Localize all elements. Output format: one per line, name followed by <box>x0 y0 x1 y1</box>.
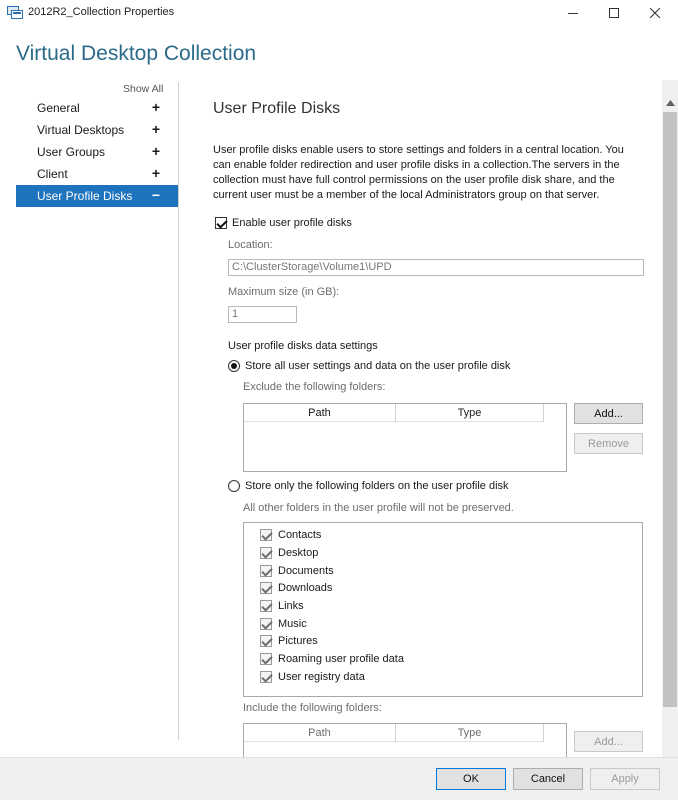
ok-button[interactable]: OK <box>436 768 506 790</box>
collection-app-icon <box>7 6 23 20</box>
show-all-link[interactable]: Show All <box>123 83 164 95</box>
expand-icon: + <box>151 143 160 159</box>
sidebar-item-label: User Groups <box>37 145 106 159</box>
sidebar-item-virtual-desktops[interactable] <box>16 119 178 141</box>
enable-upd-label: Enable user profile disks <box>232 217 352 229</box>
path-column-header[interactable]: Path <box>244 404 396 422</box>
desktop-checkbox[interactable] <box>260 547 272 559</box>
sidebar-item-label: General <box>37 101 80 115</box>
folder-label: Downloads <box>278 582 333 594</box>
path-column-header[interactable]: Path <box>244 724 396 742</box>
folder-label: User registry data <box>278 671 365 683</box>
folder-label: Contacts <box>278 529 322 541</box>
exclude-folders-list[interactable] <box>243 403 567 472</box>
section-description: User profile disks enable users to store settings and folders in a central location. You can enable folder redirection and user profile disks in a collection.The servers in the collection must have full control permissions on the user profile disk share, and the current user must be a member of the local Administrators group on that server. <box>213 144 624 201</box>
expand-icon: + <box>151 99 160 115</box>
list-header <box>244 724 544 742</box>
location-label: Location: <box>228 239 273 251</box>
cancel-button[interactable]: Cancel <box>513 768 583 790</box>
downloads-checkbox[interactable] <box>260 582 272 594</box>
minimize-button[interactable] <box>550 0 596 26</box>
music-checkbox[interactable] <box>260 618 272 630</box>
type-column-header[interactable]: Type <box>396 724 544 742</box>
close-icon <box>650 8 660 18</box>
max-size-label: Maximum size (in GB): <box>228 286 340 298</box>
list-header <box>244 404 544 422</box>
store-all-radio[interactable] <box>228 360 240 372</box>
window-titlebar <box>0 0 678 28</box>
store-all-label: Store all user settings and data on the user profile disk <box>245 360 511 372</box>
folder-label: Links <box>278 600 304 612</box>
maximize-icon <box>609 8 619 18</box>
include-add-button[interactable]: Add... <box>574 731 643 752</box>
registry-data-checkbox[interactable] <box>260 671 272 683</box>
links-checkbox[interactable] <box>260 600 272 612</box>
store-only-label: Store only the following folders on the user profile disk <box>245 480 509 492</box>
collapse-icon: − <box>151 187 160 203</box>
pictures-checkbox[interactable] <box>260 635 272 647</box>
documents-checkbox[interactable] <box>260 565 272 577</box>
apply-button[interactable]: Apply <box>590 768 660 790</box>
folder-label: Desktop <box>278 547 319 559</box>
sidebar-item-client[interactable] <box>16 163 178 185</box>
exclude-folders-label: Exclude the following folders: <box>243 381 386 393</box>
section-title: User Profile Disks <box>213 100 341 117</box>
scrollbar-thumb[interactable] <box>663 112 677 707</box>
sidebar-item-label: Virtual Desktops <box>37 123 125 137</box>
expand-icon: + <box>151 165 160 181</box>
vertical-scrollbar[interactable] <box>662 80 678 757</box>
exclude-remove-button[interactable]: Remove <box>574 433 643 454</box>
expand-icon: + <box>151 121 160 137</box>
minimize-icon <box>568 8 578 18</box>
sidebar-item-label: Client <box>37 167 68 181</box>
include-folders-label: Include the following folders: <box>243 702 382 714</box>
folder-label: Roaming user profile data <box>278 653 404 665</box>
data-settings-label: User profile disks data settings <box>228 340 378 352</box>
store-only-radio[interactable] <box>228 480 240 492</box>
dialog-button-bar <box>0 757 678 800</box>
sidebar-item-label: User Profile Disks <box>37 189 133 203</box>
folder-checklist <box>243 522 643 697</box>
sidebar-item-general[interactable] <box>16 97 178 119</box>
location-field[interactable]: C:\ClusterStorage\Volume1\UPD <box>228 259 644 276</box>
folder-label: Pictures <box>278 635 318 647</box>
roaming-profile-checkbox[interactable] <box>260 653 272 665</box>
enable-upd-checkbox[interactable] <box>215 217 227 229</box>
maximize-button[interactable] <box>591 0 637 26</box>
exclude-add-button[interactable]: Add... <box>574 403 643 424</box>
max-size-field[interactable]: 1 <box>228 306 297 323</box>
main-content <box>180 80 662 757</box>
sidebar-item-user-groups[interactable] <box>16 141 178 163</box>
scroll-up-icon[interactable] <box>662 94 678 111</box>
include-folders-list[interactable] <box>243 723 567 757</box>
page-title: Virtual Desktop Collection <box>16 42 257 65</box>
type-column-header[interactable]: Type <box>396 404 544 422</box>
close-button[interactable] <box>632 0 678 26</box>
folder-label: Documents <box>278 565 334 577</box>
sidebar-divider <box>178 82 179 740</box>
store-only-note: All other folders in the user profile will not be preserved. <box>243 502 514 514</box>
folder-label: Music <box>278 618 307 630</box>
contacts-checkbox[interactable] <box>260 529 272 541</box>
sidebar-item-user-profile-disks[interactable] <box>16 185 178 207</box>
window-title: 2012R2_Collection Properties <box>28 6 175 18</box>
